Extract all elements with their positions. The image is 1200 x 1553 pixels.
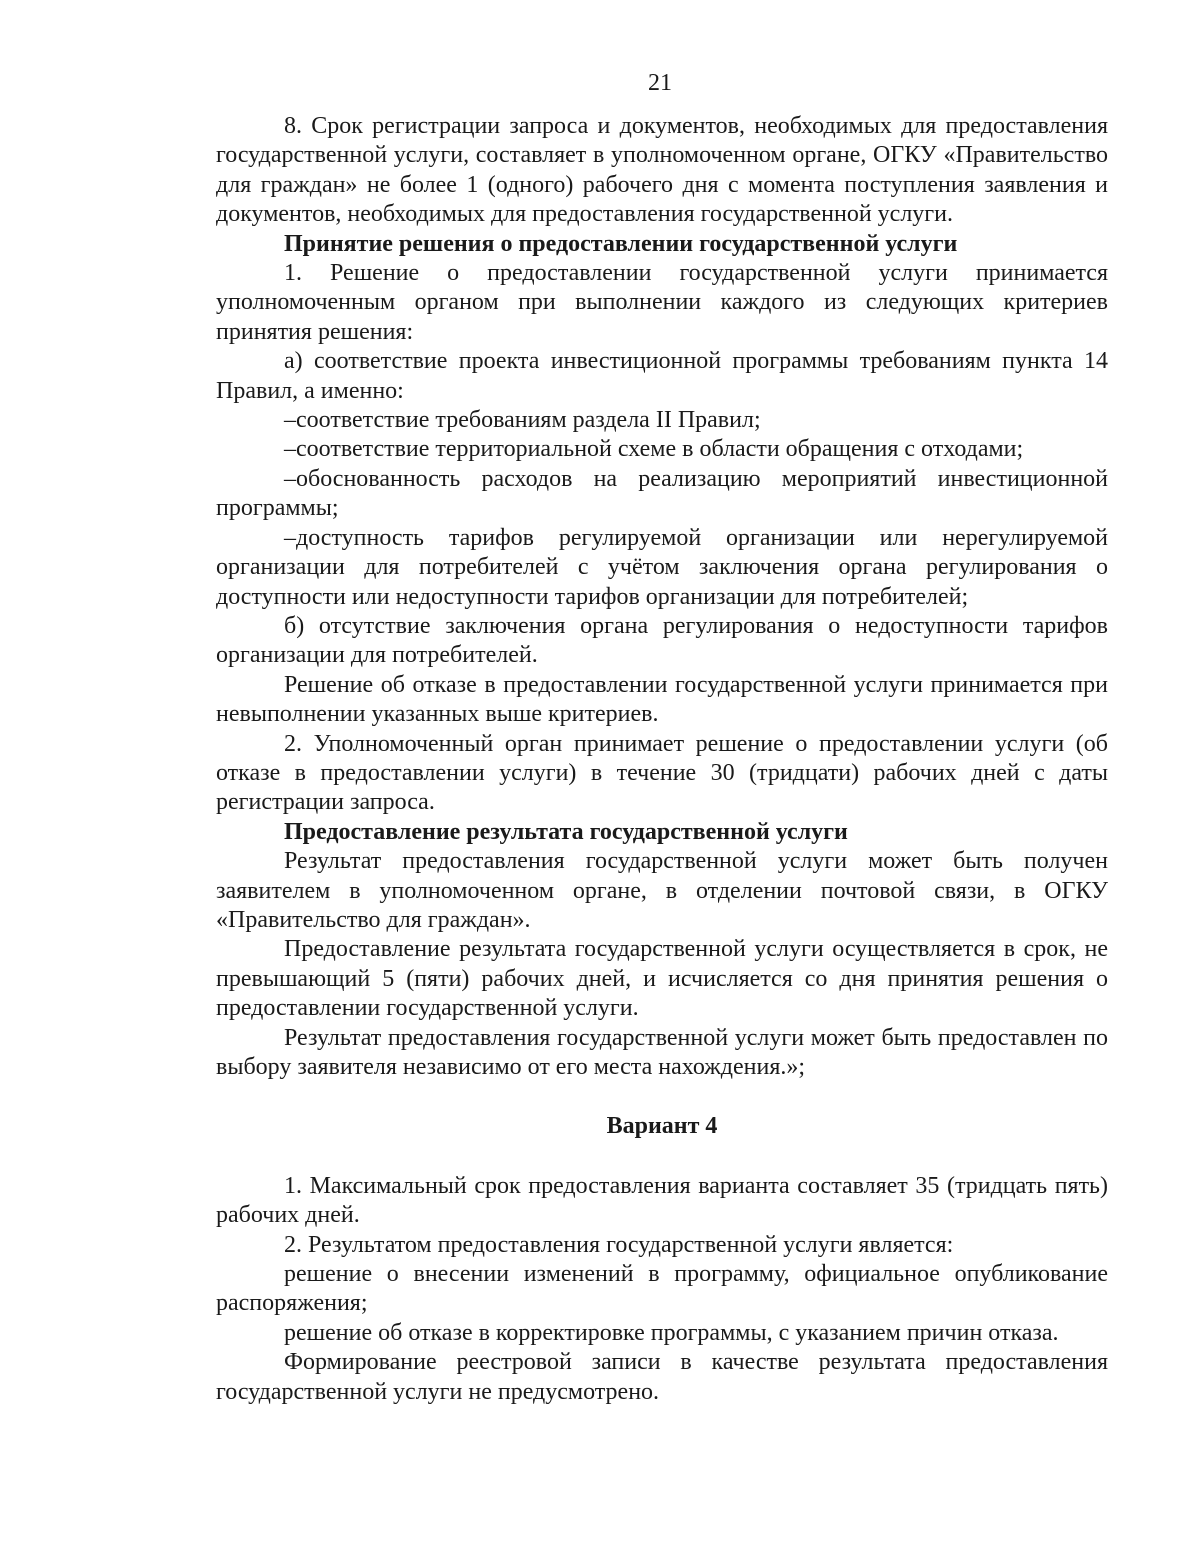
section-heading-result: Предоставление результата государственной услуги bbox=[284, 818, 848, 845]
paragraph: Результат предоставления государственной услуги может быть предоставлен по выбору заявителя независимо от его места нахождения.»; bbox=[216, 1024, 1108, 1080]
variant-heading: Вариант 4 bbox=[606, 1113, 718, 1140]
paragraph: решение об отказе в корректировке программы, с указанием причин отказа. bbox=[284, 1319, 1059, 1346]
document-body bbox=[216, 112, 1108, 1407]
list-item: –соответствие территориальной схеме в области обращения с отходами; bbox=[284, 436, 1024, 463]
list-item: –доступность тарифов регулируемой организации или нерегулируемой организации для потребителей с учётом заключения органа регулирования о доступности или недоступности тарифов организации для потребителей; bbox=[216, 524, 1108, 610]
paragraph: 2. Результатом предоставления государственной услуги является: bbox=[284, 1231, 954, 1258]
paragraph: б) отсутствие заключения органа регулирования о недоступности тарифов организации для потребителей. bbox=[216, 612, 1108, 669]
paragraph: 1. Решение о предоставлении государственной услуги принимается уполномоченным органом при выполнении каждого из следующих критериев принятия решения: bbox=[216, 260, 1108, 345]
section-heading-decision: Принятие решения о предоставлении государственной услуги bbox=[284, 230, 958, 257]
list-item: –обоснованность расходов на реализацию мероприятий инвестиционной программы; bbox=[216, 465, 1108, 522]
paragraph: а) соответствие проекта инвестиционной программы требованиям пункта 14 Правил, а именно: bbox=[216, 348, 1108, 404]
paragraph: 2. Уполномоченный орган принимает решение о предоставлении услуги (об отказе в предоставлении услуги) в течение 30 (тридцати) рабочих дней с даты регистрации запроса. bbox=[216, 730, 1108, 816]
paragraph: Предоставление результата государственной услуги осуществляется в срок, не превышающий 5 (пяти) рабочих дней, и исчисляется со дня принятия решения о предоставлении государственной услуги. bbox=[216, 936, 1108, 1022]
paragraph: Решение об отказе в предоставлении государственной услуги принимается при невыполнении указанных выше критериев. bbox=[216, 671, 1108, 728]
page-number: 21 bbox=[648, 70, 672, 96]
list-item: –соответствие требованиям раздела II Правил; bbox=[284, 407, 761, 434]
paragraph: 1. Максимальный срок предоставления варианта составляет 35 (тридцать пять) рабочих дней. bbox=[216, 1172, 1108, 1229]
paragraph: решение о внесении изменений в программу, официальное опубликование распоряжения; bbox=[216, 1261, 1108, 1317]
paragraph-registration-term: 8. Срок регистрации запроса и документов, необходимых для предоставления государственной услуги, составляет в уполномоченном органе, ОГКУ «Правительство для граждан» не более 1 (одного) рабочего дня с момента поступления заявления и документов, необходимых для предоставления государственной услуги. bbox=[216, 113, 1108, 228]
paragraph: Формирование реестровой записи в качестве результата предоставления государственной услуги не предусмотрено. bbox=[216, 1349, 1108, 1405]
paragraph: Результат предоставления государственной услуги может быть получен заявителем в уполномоченном органе, в отделении почтовой связи, в ОГКУ «Правительство для граждан». bbox=[216, 848, 1108, 933]
